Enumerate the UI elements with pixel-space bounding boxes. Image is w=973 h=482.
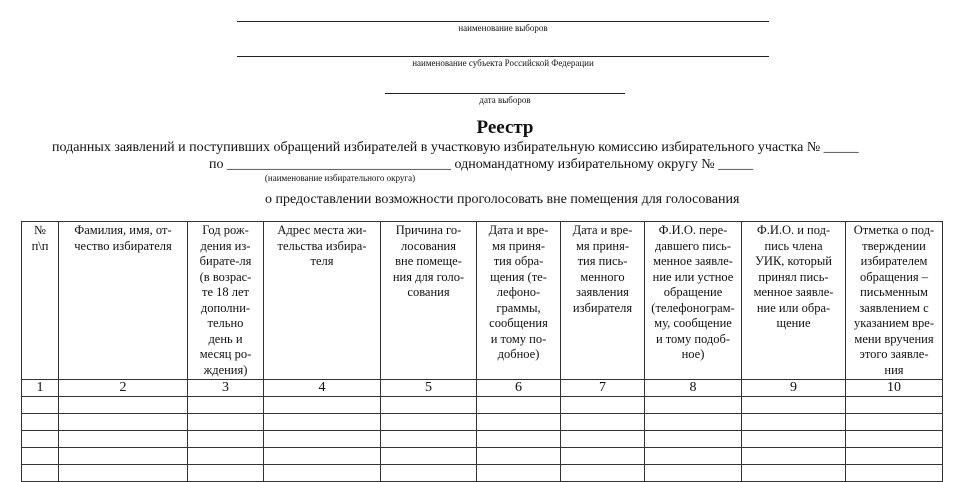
table-cell[interactable] (477, 414, 561, 431)
column-number: 1 (22, 380, 59, 397)
table-cell[interactable] (645, 448, 742, 465)
table-cell[interactable] (188, 431, 264, 448)
header-cell-application-time: Дата и вре- мя приня- тия пись- менного заявления избирателя (561, 222, 645, 380)
header-cell-submitter: Ф.И.О. пере- давшего пись- менное заявле- ние или устное обращение (телефонограм- му, сообщение и тому подоб- ное) (645, 222, 742, 380)
table-cell[interactable] (477, 431, 561, 448)
table-cell[interactable] (59, 465, 188, 482)
table-cell[interactable] (188, 448, 264, 465)
table-cell[interactable] (264, 397, 381, 414)
election-name-caption: наименование выборов (458, 23, 548, 33)
table-cell[interactable] (188, 465, 264, 482)
table-cell[interactable] (742, 465, 846, 482)
table-cell[interactable] (477, 448, 561, 465)
election-date-line[interactable] (385, 93, 625, 94)
table-cell[interactable] (22, 448, 59, 465)
table-cell[interactable] (188, 414, 264, 431)
table-cell[interactable] (264, 414, 381, 431)
subject-name-caption: наименование субъекта Российской Федерации (412, 58, 594, 68)
column-number: 3 (188, 380, 264, 397)
subtitle-line-2: по ________________________________ одномандатному избирательному округу № _____ (209, 157, 754, 172)
table-cell[interactable] (264, 465, 381, 482)
table-cell[interactable] (846, 465, 943, 482)
table-cell[interactable] (742, 448, 846, 465)
header-row (22, 222, 943, 380)
table-cell[interactable] (22, 431, 59, 448)
column-number: 6 (477, 380, 561, 397)
table-cell[interactable] (477, 397, 561, 414)
table-cell[interactable] (381, 431, 477, 448)
table-cell[interactable] (59, 448, 188, 465)
header-cell-request-time: Дата и вре- мя приня- тия обра- щения (те- лефоно- граммы, сообщения и тому по- добное) (477, 222, 561, 380)
table-cell[interactable] (59, 397, 188, 414)
table-cell[interactable] (742, 414, 846, 431)
table-cell[interactable] (381, 414, 477, 431)
table-cell[interactable] (381, 448, 477, 465)
table-cell[interactable] (22, 465, 59, 482)
table-cell[interactable] (645, 397, 742, 414)
table-row[interactable] (22, 448, 943, 465)
table-cell[interactable] (846, 414, 943, 431)
header-cell-commission-member: Ф.И.О. и под- пись члена УИК, который принял пись- менное заявле- ние или обра- щение (742, 222, 846, 380)
subtitle-line-3: о предоставлении возможности проголосовать вне помещения для голосования (265, 192, 740, 207)
election-date-caption: дата выборов (479, 95, 531, 105)
table-cell[interactable] (561, 414, 645, 431)
table-cell[interactable] (264, 448, 381, 465)
column-number-row (22, 380, 943, 397)
table-cell[interactable] (381, 465, 477, 482)
column-number: 8 (645, 380, 742, 397)
table-row[interactable] (22, 431, 943, 448)
column-number: 9 (742, 380, 846, 397)
subject-name-line[interactable] (237, 56, 769, 57)
table-cell[interactable] (22, 397, 59, 414)
table-cell[interactable] (59, 414, 188, 431)
table-cell[interactable] (59, 431, 188, 448)
table-cell[interactable] (561, 397, 645, 414)
column-number: 10 (846, 380, 943, 397)
table-cell[interactable] (381, 397, 477, 414)
table-cell[interactable] (264, 431, 381, 448)
header-cell-birth-year: Год рож- дения из- бирате-ля (в возрас- те 18 лет дополни- тельно день и месяц ро- ждения) (188, 222, 264, 380)
column-number: 2 (59, 380, 188, 397)
table-cell[interactable] (22, 414, 59, 431)
district-caption: (наименование избирательного округа) (264, 173, 416, 183)
election-name-line[interactable] (237, 21, 769, 22)
header-cell-confirmation: Отметка о под- тверждении избирателем обращения – письменным заявлением с указанием вре- мени вручения этого заявле- ния (846, 222, 943, 380)
table-cell[interactable] (742, 431, 846, 448)
header-cell-address: Адрес места жи- тельства избира- теля (264, 222, 381, 380)
table-cell[interactable] (846, 448, 943, 465)
table-row[interactable] (22, 414, 943, 431)
register-table (21, 221, 943, 482)
column-number: 7 (561, 380, 645, 397)
table-row[interactable] (22, 465, 943, 482)
subtitle-line-1: поданных заявлений и поступивших обращений избирателей в участковую избирательную комиссию избирательного участка № _____ (52, 140, 859, 155)
table-cell[interactable] (645, 465, 742, 482)
table-cell[interactable] (561, 465, 645, 482)
column-number: 4 (264, 380, 381, 397)
column-number: 5 (381, 380, 477, 397)
table-cell[interactable] (477, 465, 561, 482)
table-cell[interactable] (188, 397, 264, 414)
table-cell[interactable] (561, 448, 645, 465)
header-cell-full-name: Фамилия, имя, от- чество избирателя (59, 222, 188, 380)
table-row[interactable] (22, 397, 943, 414)
table-cell[interactable] (846, 397, 943, 414)
page-title: Реестр (476, 117, 534, 138)
table-cell[interactable] (561, 431, 645, 448)
header-cell-number: № п\п (22, 222, 59, 380)
header-cell-reason: Причина го- лосования вне помеще- ния для голо- сования (381, 222, 477, 380)
table-cell[interactable] (645, 431, 742, 448)
table-cell[interactable] (846, 431, 943, 448)
table-cell[interactable] (645, 414, 742, 431)
table-cell[interactable] (742, 397, 846, 414)
